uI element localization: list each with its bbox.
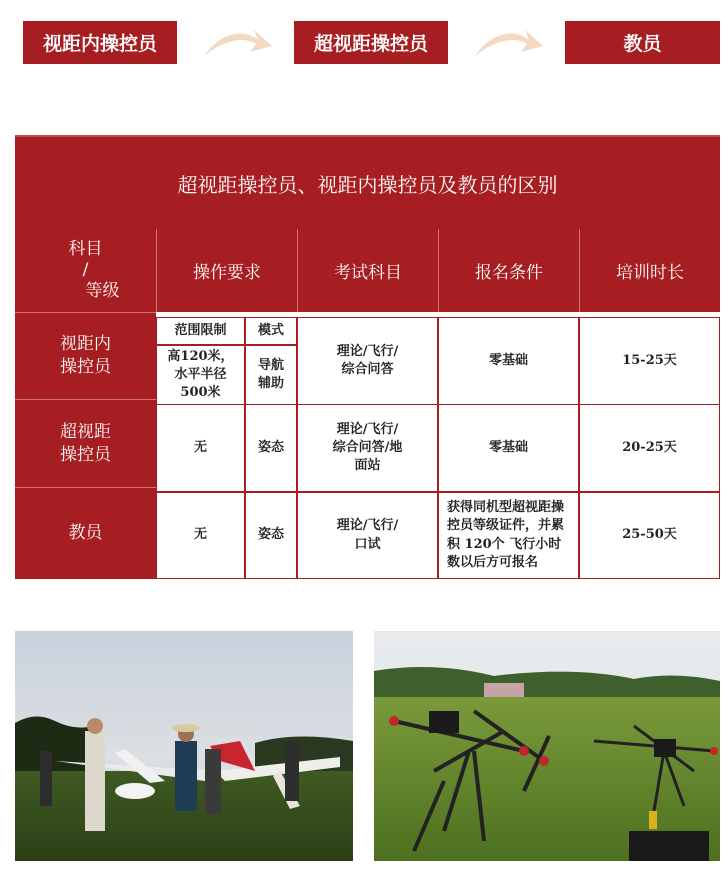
range-cell: 高120米，水平半径500米	[156, 345, 245, 405]
mode-cell: 导航辅助	[245, 345, 297, 405]
header-exam: 考试科目	[297, 229, 438, 312]
table-title: 超视距操控员、视距内操控员及教员的区别	[15, 135, 720, 229]
flow-step-blos-operator: 超视距操控员	[294, 21, 448, 64]
condition-cell: 获得同机型超视距操控员等级证件，并累积 120个 飞行小时数以后方可报名	[438, 492, 579, 579]
mode-cell: 姿态	[245, 404, 297, 492]
photo-multirotor-drones	[374, 631, 720, 861]
condition-cell: 零基础	[438, 404, 579, 492]
row-label-line: 操控员	[60, 444, 111, 465]
photo-fixed-wing-drone-team	[15, 631, 353, 861]
exam-cell: 理论/飞行/综合问答	[297, 317, 438, 405]
mode-header-cell: 模式	[245, 317, 297, 345]
range-cell: 无	[156, 404, 245, 492]
header-duration: 培训时长	[579, 229, 720, 312]
right-arrow-icon	[200, 22, 274, 64]
range-header-cell: 范围限制	[156, 317, 245, 345]
row-label-line: 操控员	[60, 357, 111, 377]
row-label-blos-operator	[15, 399, 156, 487]
exam-cell: 理论/飞行/综合问答/地面站	[297, 404, 438, 492]
row-label-los-operator	[15, 312, 156, 399]
flow-step-los-operator: 视距内操控员	[23, 21, 177, 64]
row-label-line: 超视距	[60, 421, 111, 442]
header-subject-text: 科目	[68, 238, 103, 259]
header-condition: 报名条件	[438, 229, 579, 312]
header-slash-text: /	[82, 259, 89, 280]
flow-step-instructor: 教员	[565, 21, 720, 64]
right-arrow-icon	[471, 22, 545, 64]
mode-cell: 姿态	[245, 492, 297, 579]
header-requirement: 操作要求	[156, 229, 297, 312]
duration-cell: 25-50天	[579, 492, 720, 579]
row-label-line: 视距内	[60, 334, 111, 355]
duration-cell: 15-25天	[579, 317, 720, 405]
exam-cell: 理论/飞行/口试	[297, 492, 438, 579]
header-level-text: 等级	[85, 281, 120, 302]
range-cell: 无	[156, 492, 245, 579]
header-subject-level	[15, 229, 156, 312]
row-label-line: 教员	[68, 523, 103, 544]
comparison-table	[15, 135, 720, 579]
row-label-instructor	[15, 487, 156, 579]
condition-cell: 零基础	[438, 317, 579, 405]
duration-cell: 20-25天	[579, 404, 720, 492]
